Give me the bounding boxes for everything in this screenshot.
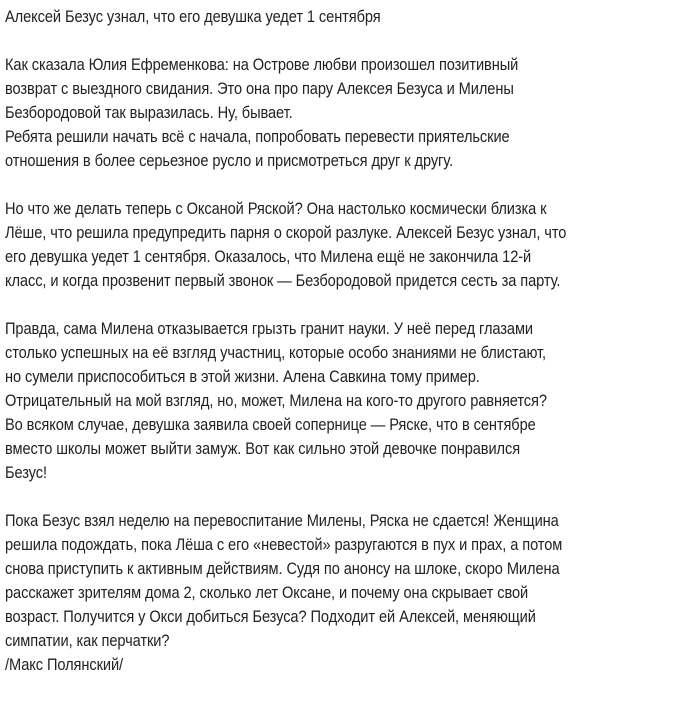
text-line: расскажет зрителям дома 2, сколько лет Оксане, и почему она скрывает свой	[5, 583, 529, 602]
text-line: снова приступить к активным действиям. Судя по анонсу на шлоке, скоро Милена	[5, 559, 560, 578]
text-line: Правда, сама Милена отказывается грызть гранит науки. У неё перед глазами	[5, 319, 534, 338]
text-line: класс, и когда прозвенит первый звонок — Безбородовой придется сесть за парту.	[5, 271, 561, 290]
spacer	[5, 29, 658, 53]
text-line: Но что же делать теперь с Оксаной Ряской? Она настолько космически близка к	[5, 199, 547, 218]
text-line: Как сказала Юлия Ефременкова: на Острове любви произошел позитивный	[5, 55, 519, 74]
text-line: его девушка уедет 1 сентября. Оказалось, что Милена ещё не закончила 12-й	[5, 247, 532, 266]
article	[5, 5, 658, 677]
text-line: Отрицательный на мой взгляд, но, может, Милена на кого-то другого равняется?	[5, 391, 547, 410]
text-line: вместо школы может выйти замуж. Вот как сильно этой девочке понравился	[5, 439, 521, 458]
text-line: Безбородовой так выразилась. Ну, бывает.	[5, 103, 293, 122]
text-line: возраст. Получится у Окси добиться Безуса? Подходит ей Алексей, меняющий	[5, 607, 536, 626]
text-line: Во всяком случае, девушка заявила своей сопернице — Ряске, что в сентябре	[5, 415, 536, 434]
text-line: но сумели приспособиться в этой жизни. Алена Савкина тому пример.	[5, 367, 480, 386]
paragraph-4	[5, 509, 658, 677]
text-line: симпатии, как перчатки?	[5, 631, 170, 650]
text-line: Лёше, что решила предупредить парня о скорой разлуке. Алексей Безус узнал, что	[5, 223, 567, 242]
paragraph-2	[5, 197, 658, 293]
spacer	[5, 173, 658, 197]
text-line: Ребята решили начать всё с начала, попробовать перевести приятельские	[5, 127, 510, 146]
text-line: столько успешных на её взгляд участниц, которые особо знаниями не блистают,	[5, 343, 546, 362]
author-signature: /Макс Полянский/	[5, 655, 124, 674]
paragraph-3	[5, 317, 658, 485]
text-line: возврат с выездного свидания. Это она про пару Алексея Безуса и Милены	[5, 79, 514, 98]
text-line: решила подождать, пока Лёша с его «невестой» разругаются в пух и прах, а потом	[5, 535, 563, 554]
text-line: Безус!	[5, 463, 47, 482]
paragraph-1	[5, 53, 658, 173]
spacer	[5, 485, 658, 509]
text-line: отношения в более серьезное русло и присмотреться друг к другу.	[5, 151, 454, 170]
article-title: Алексей Безус узнал, что его девушка уедет 1 сентября	[5, 7, 381, 26]
spacer	[5, 293, 658, 317]
text-line: Пока Безус взял неделю на перевоспитание Милены, Ряска не сдается! Женщина	[5, 511, 559, 530]
